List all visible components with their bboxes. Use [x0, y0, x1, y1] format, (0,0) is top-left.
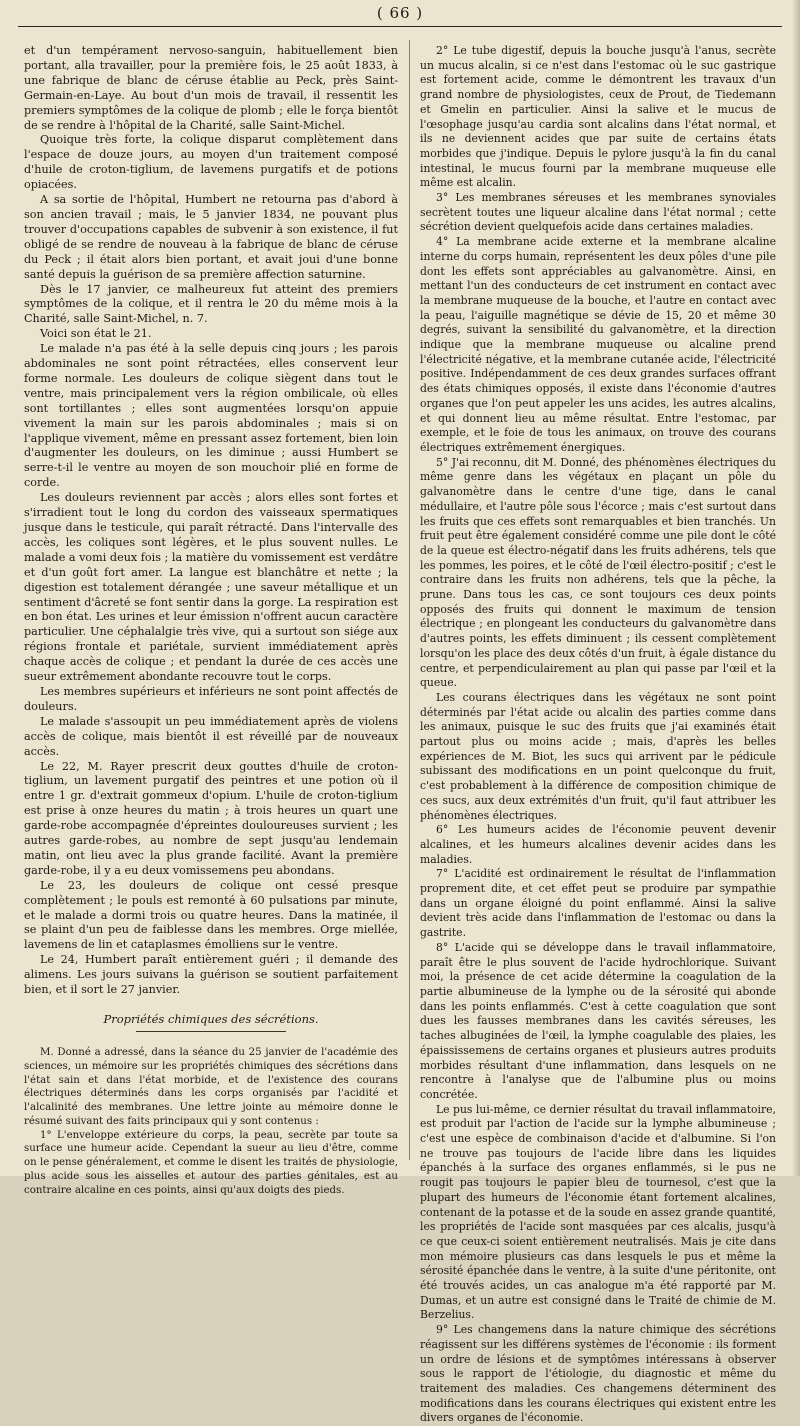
paragraph: Quoique très forte, la colique disparut complètement dans l'espace de douze jours, au moyen d'un traitement composé d'huile de croton-tiglium, de lavemens purgatifs et de potions opiacées.: [24, 133, 398, 192]
header-rule: [18, 26, 782, 27]
paragraph: 7° L'acidité est ordinairement le résultat de l'inflammation proprement dite, et cet effet peut se produire par sympathie dans un organe éloigné du point enflammé. Ainsi la salive devient très acide dans l'inflammation de l'estomac ou dans la gastrite.: [420, 867, 776, 940]
paragraph: Le 23, les douleurs de colique ont cessé presque complètement ; le pouls est remonté à 60 pulsations par minute, et le malade a dormi trois ou quatre heures. Dans la matinée, il se plaint d'un peu de faiblesse dans les membres. Orge miellée, lavemens de lin et cataplasmes émolliens sur le ventre.: [24, 878, 398, 952]
paragraph: 5° J'ai reconnu, dit M. Donné, des phénomènes électriques du même genre dans les végétaux en plaçant un pôle du galvanomètre dans le centre d'une tige, dans le canal médullaire, et l'autre pôle sous l'écorce ; mais c'est surtout dans les fruits que ces effets sont remarquables et bien tranchés. Un fruit peut être également considéré comme une pile dont le côté de la queue est électro-négatif dans les fruits adhérens, tels que les pommes, les poires, et le côté de l'œil électro-positif ; c'est le contraire dans les fruits non adhérens, tels que la pêche, la prune. Dans tous les cas, ce sont toujours ces deux points opposés des fruits qui donnent le maximum de tension électrique ; en plongeant les conducteurs du galvanomètre dans d'autres points, les effets diminuent ; ils cessent complètement lorsqu'on les place des deux côtés d'un fruit, à égale distance du centre, et perpendiculairement au plan qui passe par l'œil et la queue.: [420, 455, 776, 690]
paragraph: 6° Les humeurs acides de l'économie peuvent devenir alcalines, et les humeurs alcalines devenir acides dans les maladies.: [420, 823, 776, 866]
paragraph: Les douleurs reviennent par accès ; alors elles sont fortes et s'irradient tout le long du cordon des vaisseaux spermatiques jusque dans le testicule, qui paraît rétracté. Dans l'intervalle des accès, les coliques sont légères, et le plus souvent nulles. Le malade a vomi deux fois ; la matière du vomissement est verdâtre et d'un goût fort amer. La langue est blanchâtre et nette ; la digestion est totalement dérangée ; une saveur métallique et un sentiment d'âcreté se font sentir dans la gorge. La respiration est en bon état. Les urines et leur émission n'offrent aucun caractère particulier. Une céphalalgie très vive, qui a surtout son siége aux régions frontale et pariétale, survient immédiatement après chaque accès de colique ; et pendant la durée de ces accès une sueur extrêmement abondante recouvre tout le corps.: [24, 491, 398, 684]
section-title-rule: [136, 1031, 286, 1032]
page-number: ( 66 ): [376, 4, 424, 22]
paragraph: 8° L'acide qui se développe dans le travail inflammatoire, paraît être le plus souvent de l'acide hydrochlorique. Suivant moi, la présence de cet acide détermine la coagulation de la partie albumineuse de la lymphe ou de la sérosité qui abonde dans les points enflammés. C'est à cette coagulation que sont dues les fausses membranes dans les cavités séreuses, les taches albuginées de l'œil, la lymphe coagulable des plaies, les épaississemens de certains organes et plusieurs autres produits morbides résultant d'une inflammation, dans lesquels on ne rencontre à l'analyse que de l'albumine plus ou moins concrétée.: [420, 940, 776, 1101]
paragraph: Les membres supérieurs et inférieurs ne sont point affectés de douleurs.: [24, 684, 398, 713]
paragraph: 9° Les changemens dans la nature chimique des sécrétions réagissent sur les différens systèmes de l'économie : ils forment un ordre de lésions et de symptômes intéressans à observer sous le rapport de l'étiologie, du diagnostic et même du traitement des maladies. Ces changemens déterminent des modifications dans les courans électriques qui existent entre les divers organes de l'économie.: [420, 1323, 776, 1425]
paragraph: 1° L'enveloppe extérieure du corps, la peau, secrète par toute sa surface une humeur acide. Cependant la sueur au lieu d'être, comme on le pense généralement, et comme le disent les traités de physiologie, plus acide sous les aisselles et autour des parties génitales, est au contraire alcaline en ces points, ainsi qu'aux doigts des pieds.: [24, 1129, 398, 1196]
paragraph: Le 22, M. Rayer prescrit deux gouttes d'huile de croton-tiglium, un lavement purgatif des peintres et une potion où il entre 1 gr. d'extrait gommeux d'opium. L'huile de croton-tiglium est prise à onze heures du matin ; à trois heures un quart une garde-robe accompagnée d'épreintes douloureuses survient ; les autres garde-robes, au nombre de sept jusqu'au lendemain matin, ont lieu avec la plus grande facilité. Avant la première garde-robe, il y a eu deux vomissemens peu abondans.: [24, 759, 398, 877]
paragraph: A sa sortie de l'hôpital, Humbert ne retourna pas d'abord à son ancien travail ; mais, le 5 janvier 1834, ne pouvant plus trouver d'occupations capables de subvenir à son existence, il fut obligé de se rendre de nouveau à la fabrique de blanc de céruse du Peck ; il était alors bien portant, et avait joui d'une bonne santé depuis la guérison de sa première affection saturnine.: [24, 193, 398, 281]
paragraph: M. Donné a adressé, dans la séance du 25 janvier de l'académie des sciences, un mémoire sur les propriétés chimiques des sécrétions dans l'état sain et dans l'état morbide, et de l'existence des courans électriques déterminés dans les corps organisés par l'acidité et l'alcalinité des membranes. Une lettre jointe au mémoire donne le résumé suivant des faits principaux qui y sont contenus :: [24, 1046, 398, 1127]
paragraph: et d'un tempérament nervoso-sanguin, habituellement bien portant, alla travailler, pour la première fois, le 25 août 1833, à une fabrique de blanc de céruse établie au Peck, près Saint-Germain-en-Laye. Au bout d'un mois de travail, il ressentit les premiers symptômes de la colique de plomb ; elle le força bientôt de se rendre à l'hôpital de la Charité, salle Saint-Michel.: [24, 44, 398, 132]
page-edge-shadow: [792, 0, 800, 1176]
paragraph: Les courans électriques dans les végétaux ne sont point déterminés par l'état acide ou alcalin des parties comme dans les animaux, puisque le suc des fruits que j'ai examinés était partout plus ou moins acide ; mais, d'après les belles expériences de M. Biot, les sucs qui arrivent par le pédicule subissant des modifications en un point quelconque du fruit, c'est probablement à la différence de composition chimique de ces sucs, aux deux extrémités d'un fruit, qu'il faut attribuer les phénomènes électriques.: [420, 690, 776, 822]
section-title: Propriétés chimiques des sécrétions.: [103, 1012, 319, 1026]
paragraph: Le 24, Humbert paraît entièrement guéri ; il demande des alimens. Les jours suivans la guérison se soutient parfaitement bien, et il sort le 27 janvier.: [24, 953, 398, 997]
paragraph: 4° La membrane acide externe et la membrane alcaline interne du corps humain, représentent les deux pôles d'une pile dont les effets sont appréciables au galvanomètre. Ainsi, en mettant l'un des conducteurs de cet instrument en contact avec la membrane muqueuse de la bouche, et l'autre en contact avec la peau, l'aiguille magnétique se dévie de 15, 20 et même 30 degrés, suivant la sensibilité du galvanomètre, et la direction indique que la membrane muqueuse ou alcaline prend l'électricité négative, et la membrane cutanée acide, l'électricité positive. Indépendamment de ces deux grandes surfaces offrant des états chimiques opposés, il existe dans l'économie d'autres organes que l'on peut appeler les uns acides, les autres alcalins, et qui donnent lieu au même résultat. Entre l'estomac, par exemple, et le foie de tous les animaux, on trouve des courans électriques extrêmement énergiques.: [420, 235, 776, 454]
left-column: [24, 44, 398, 1196]
column-divider: [409, 40, 410, 1160]
right-column: [420, 44, 776, 1425]
paragraph: Dès le 17 janvier, ce malheureux fut atteint des premiers symptômes de la colique, et il rentra le 20 du même mois à la Charité, salle Saint-Michel, n. 7.: [24, 282, 398, 326]
paragraph: Le malade n'a pas été à la selle depuis cinq jours ; les parois abdominales ne sont point rétractées, elles conservent leur forme normale. Les douleurs de colique siègent dans tout le ventre, mais principalement vers la région ombilicale, où elles sont tortillantes ; elles sont augmentées lorsqu'on appuie vivement la main sur les parois abdominales ; mais si on l'applique vivement, même en pressant assez fortement, bien loin d'augmenter les douleurs, on les diminue ; aussi Humbert se serre-t-il le ventre au moyen de son mouchoir plié en forme de corde.: [24, 342, 398, 490]
paragraph: Le malade s'assoupit un peu immédiatement après de violens accès de colique, mais bientôt il est réveillé par de nouveaux accès.: [24, 714, 398, 758]
paragraph: 3° Les membranes séreuses et les membranes synoviales secrètent toutes une liqueur alcaline dans l'état normal ; cette sécrétion devient quelquefois acide dans certaines maladies.: [420, 191, 776, 234]
paragraph: Le pus lui-même, ce dernier résultat du travail inflammatoire, est produit par l'action de l'acide sur la lymphe albumineuse ; c'est une espèce de combinaison d'acide et d'albumine. Si l'on ne trouve pas toujours de l'acide libre dans les liquides épanchés à la surface des organes enflammés, si le pus ne rougit pas toujours le papier bleu de tournesol, c'est que la plupart des humeurs de l'économie étant fortement alcalines, contenant de la potasse et de la soude en assez grande quantité, les propriétés de l'acide sont masquées par ces alcalis, jusqu'à ce que ceux-ci soient entièrement neutralisés. Mais je cite dans mon mémoire plusieurs cas dans lesquels le pus et même la sérosité épanchée dans le ventre, à la suite d'une péritonite, ont été trouvés acides, un cas analogue m'a été rapporté par M. Dumas, et un autre est consigné dans le Traité de chimie de M. Berzelius.: [420, 1102, 776, 1322]
paragraph: 2° Le tube digestif, depuis la bouche jusqu'à l'anus, secrète un mucus alcalin, si ce n'est dans l'estomac où le suc gastrique est fortement acide, comme le démontrent les travaux d'un grand nombre de physiologistes, ceux de Prout, de Tiedemann et Gmelin en particulier. Ainsi la salive et le mucus de l'œsophage jusqu'au cardia sont alcalins dans l'état normal, et ils ne deviennent acides que par suite de certains états morbides que j'indique. Depuis le pylore jusqu'à la fin du canal intestinal, le mucus fourni par la membrane muqueuse elle même est alcalin.: [420, 44, 776, 190]
paragraph: Voici son état le 21.: [40, 327, 152, 341]
